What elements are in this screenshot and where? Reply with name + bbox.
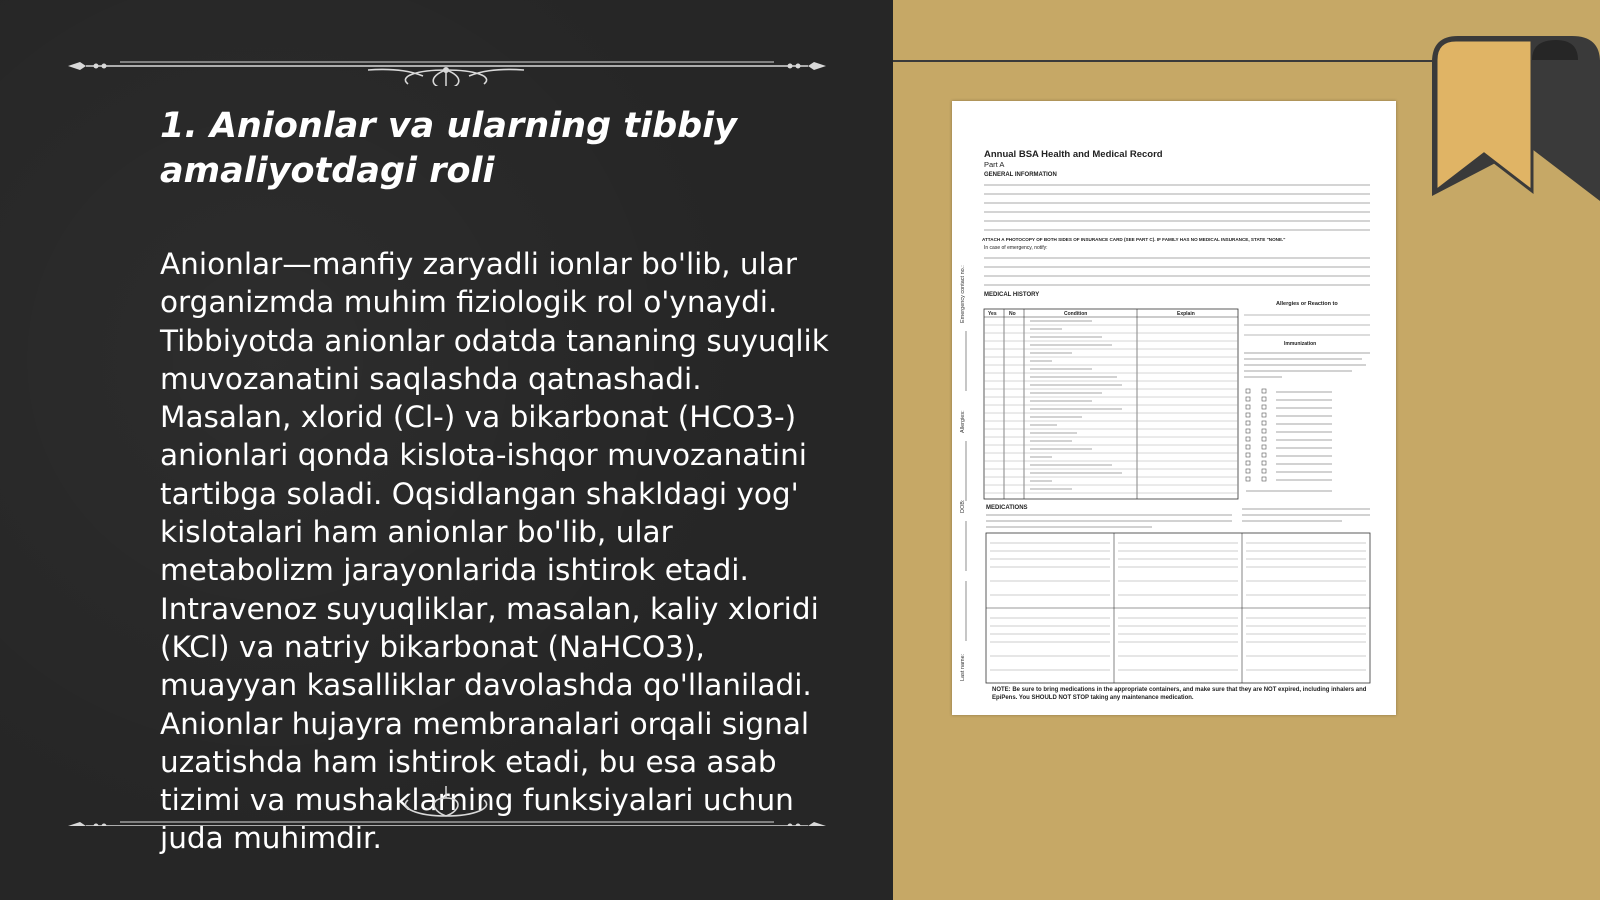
ornament-bottom-divider (68, 786, 826, 826)
bookmark-icon (1432, 36, 1600, 201)
form-note: NOTE: Be sure to bring medications in the appropriate containers, and make sure that they are NOT expired, including inhalers and EpiPens. You SHOULD NOT STOP taking any maintenance medication. (992, 687, 1367, 701)
form-side-last-name: Last name: (960, 653, 966, 681)
form-section-medications: MEDICATIONS (986, 505, 1028, 511)
form-side-emergency: Emergency contact no.: (960, 265, 966, 323)
form-insurance-note: ATTACH A PHOTOCOPY OF BOTH SIDES OF INSURANCE CARD (SEE PART C). IF FAMILY HAS NO MEDICAL INSURANCE, STATE "NONE." (982, 237, 1286, 242)
form-emergency-note: In case of emergency, notify: (984, 245, 1048, 251)
medical-record-image (952, 101, 1396, 715)
slide-title: 1. Anionlar va ularning tibbiy amaliyotdagi roli (160, 106, 737, 191)
form-col-no: No (1009, 311, 1016, 317)
form-col-condition: Condition (1064, 311, 1088, 317)
form-heading: Annual BSA Health and Medical Record (984, 149, 1163, 160)
form-immunization-title: Immunization (1284, 341, 1317, 347)
form-section-general: GENERAL INFORMATION (984, 172, 1057, 178)
slide-body-text: Anionlar—manfiy zaryadli ionlar bo'lib, ular organizmda muhim fiziologik rol o'ynaydi. Tibbiyotda anionlar odatda tananing suyuqlik muvozanatini saqlashda qatnashadi. Masalan, xlorid (Cl-) va bikarbonat (HCO3-) anionlari qonda kislota-ishqor muvozanatini tartibga soladi. Oqsidlangan shakldagi yog' kislotalari ham anionlar bo'lib, ular metabolizm jarayonlarida ishtirok etadi. Intravenoz suyuqliklar, masalan, kaliy xloridi (KCl) va natriy bikarbonat (NaHCO3), muayyan kasalliklar davolashda qo'llaniladi. Anionlar hujayra membranalari orqali signal uzatishda ham ishtirok etadi, bu esa asab tizimi va mushaklarning funksiyalari uchun juda muhimdir. (160, 247, 829, 856)
form-col-explain: Explain (1177, 311, 1195, 317)
form-side-dob: DOB: (960, 499, 966, 513)
form-col-yes: Yes (988, 311, 997, 317)
form-section-history: MEDICAL HISTORY (984, 292, 1040, 298)
form-part: Part A (984, 160, 1005, 169)
form-allergies-title: Allergies or Reaction to (1276, 301, 1338, 307)
ornament-top-divider (68, 46, 826, 86)
form-side-allergies: Allergies: (960, 410, 966, 433)
